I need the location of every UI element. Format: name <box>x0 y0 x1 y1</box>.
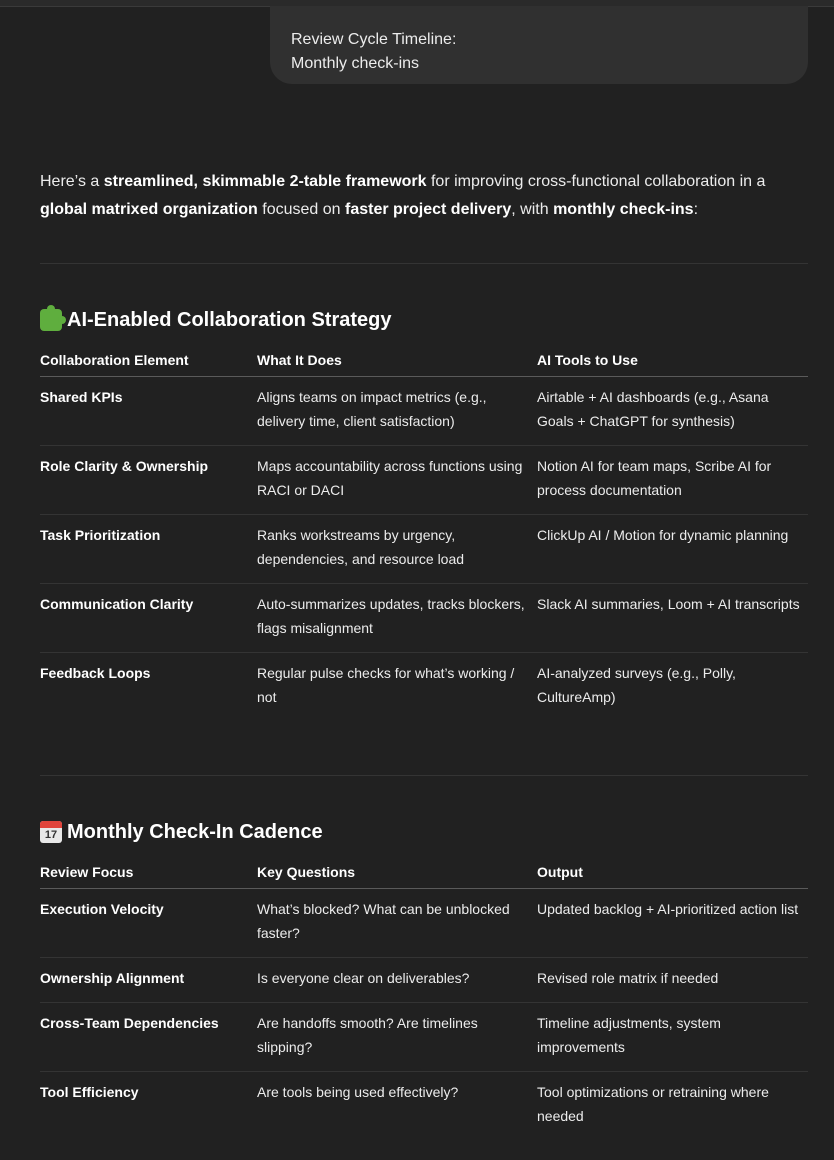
table-cell: Timeline adjustments, system improvements <box>537 1003 808 1072</box>
user-message-line: Monthly check-ins <box>291 55 420 72</box>
table-cell: Execution Velocity <box>40 889 257 958</box>
table-row <box>40 958 808 1003</box>
intro-text: : <box>693 201 699 218</box>
section-divider <box>40 263 808 264</box>
calendar-icon <box>40 821 62 843</box>
column-header: Key Questions <box>257 860 537 889</box>
section-divider <box>40 775 808 776</box>
section-heading <box>40 306 391 334</box>
table-cell: Updated backlog + AI-prioritized action list <box>537 889 808 958</box>
table-row <box>40 515 808 584</box>
table-cell: Maps accountability across functions using RACI or DACI <box>257 446 537 515</box>
table-header-row <box>40 860 808 889</box>
table-header-row <box>40 348 808 377</box>
table-cell: Aligns teams on impact metrics (e.g., delivery time, client satisfaction) <box>257 377 537 446</box>
calendar-icon-day: 17 <box>44 829 58 841</box>
table-cell: Shared KPIs <box>40 377 257 446</box>
table-cell: ClickUp AI / Motion for dynamic planning <box>537 515 808 584</box>
table-cell: Role Clarity & Ownership <box>40 446 257 515</box>
column-header: Review Focus <box>40 860 257 889</box>
table-cell: Notion AI for team maps, Scribe AI for process documentation <box>537 446 808 515</box>
table-row <box>40 653 808 722</box>
table-cell: Revised role matrix if needed <box>537 958 808 1003</box>
user-message-bubble <box>270 6 808 84</box>
table-row <box>40 889 808 958</box>
column-header: Collaboration Element <box>40 348 257 377</box>
intro-bold: monthly check-ins <box>553 201 694 218</box>
section-heading <box>40 818 323 846</box>
table-cell: AI-analyzed surveys (e.g., Polly, CultureAmp) <box>537 665 736 705</box>
table-row <box>40 1003 808 1072</box>
column-header: What It Does <box>257 348 537 377</box>
table-row <box>40 377 808 446</box>
intro-text: Here’s a <box>40 173 104 190</box>
table-cell: Ranks workstreams by urgency, dependencies, and resource load <box>257 515 537 584</box>
intro-text: for improving cross-functional collaboration in a <box>426 173 766 190</box>
intro-bold: streamlined, skimmable 2-table framework <box>103 173 427 190</box>
collaboration-strategy-table <box>40 348 808 721</box>
column-header: Output <box>537 860 808 889</box>
table-cell: Cross-Team Dependencies <box>40 1003 257 1072</box>
table-cell: Auto-summarizes updates, tracks blockers, flags misalignment <box>257 584 537 653</box>
section-heading-text: Monthly Check-In Cadence <box>67 821 323 843</box>
table-cell: Regular pulse checks for what’s working / not <box>257 665 515 705</box>
monthly-checkin-table <box>40 860 808 1140</box>
table-cell: Tool Efficiency <box>40 1084 139 1100</box>
user-message-line: Review Cycle Timeline: <box>291 31 457 48</box>
section-heading-text: AI-Enabled Collaboration Strategy <box>67 309 392 331</box>
intro-bold: global matrixed organization <box>40 201 258 218</box>
table-cell: Feedback Loops <box>40 665 151 681</box>
table-cell: Communication Clarity <box>40 584 257 653</box>
table-cell: Ownership Alignment <box>40 958 257 1003</box>
intro-bold: faster project delivery <box>344 201 512 218</box>
calendar-icon-header <box>40 821 62 828</box>
table-cell: Are tools being used effectively? <box>257 1084 459 1100</box>
table-row <box>40 446 808 515</box>
table-cell: Is everyone clear on deliverables? <box>257 958 537 1003</box>
puzzle-piece-icon <box>40 309 62 331</box>
table-row <box>40 584 808 653</box>
table-row <box>40 1072 808 1141</box>
table-cell: Tool optimizations or retraining where needed <box>537 1084 769 1124</box>
assistant-intro-paragraph <box>40 168 810 224</box>
table-cell: What’s blocked? What can be unblocked faster? <box>257 889 537 958</box>
table-cell: Slack AI summaries, Loom + AI transcripts <box>537 584 808 653</box>
intro-text: , with <box>511 201 554 218</box>
intro-text: focused on <box>257 201 345 218</box>
table-cell: Task Prioritization <box>40 515 257 584</box>
column-header: AI Tools to Use <box>537 348 808 377</box>
table-cell: Airtable + AI dashboards (e.g., Asana Goals + ChatGPT for synthesis) <box>537 377 808 446</box>
table-cell: Are handoffs smooth? Are timelines slipping? <box>257 1003 537 1072</box>
